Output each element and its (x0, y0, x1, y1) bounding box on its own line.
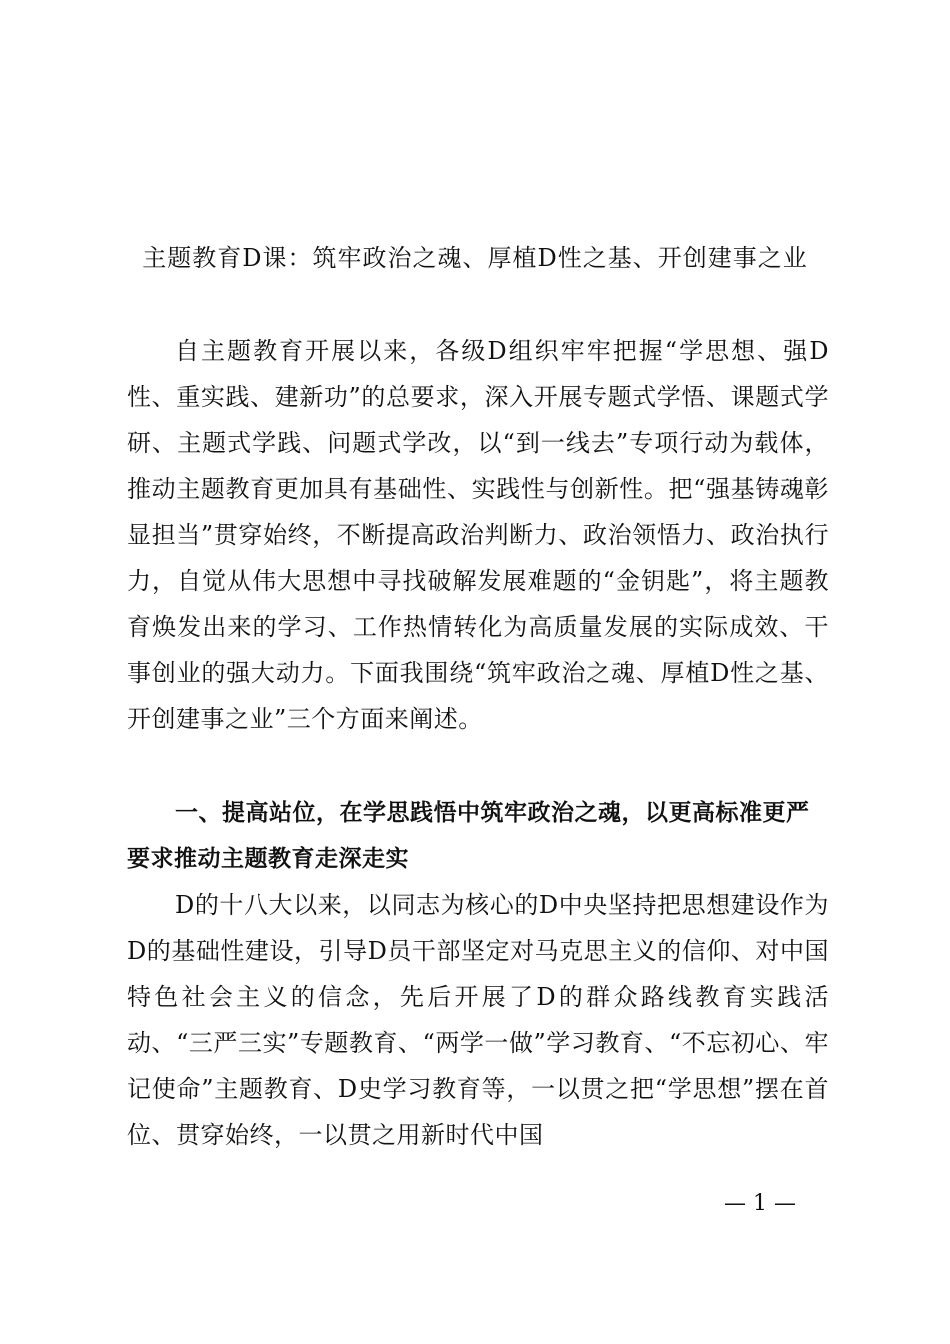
document-title: 主题教育D课：筑牢政治之魂、厚植D性之基、开创建事之业 (142, 244, 808, 272)
paragraph-section-1: D的十八大以来，以同志为核心的D中央坚持把思想建设作为D的基础性建设，引导D员干部坚定对马克思主义的信仰、对中国特色社会主义的信念，先后开展了D的群众路线教育实践活动、“三严三实”专题教育、“两学一做”学习教育、“不忘初心、牢记使命”主题教育、D史学习教育等，一以贯之把“学思想”摆在首位、贯穿始终，一以贯之用新时代中国 (127, 891, 829, 1149)
section-heading-1: 一、提高站位，在学思践悟中筑牢政治之魂，以更高标准更严要求推动主题教育走深走实 (127, 800, 810, 872)
paragraph-intro: 自主题教育开展以来，各级D组织牢牢把握“学思想、强D性、重实践、建新功”的总要求，深入开展专题式学悟、课题式学研、主题式学践、问题式学改，以“到一线去”专项行动为载体，推动主题教育更加具有基础性、实践性与创新性。把“强基铸魂彰显担当”贯穿始终，不断提高政治判断力、政治领悟力、政治执行力，自觉从伟大思想中寻找破解发展难题的“金钥匙”，将主题教育焕发出来的学习、工作热情转化为高质量发展的实际成效、干事创业的强大动力。下面我围绕“筑牢政治之魂、厚植D性之基、开创建事之业”三个方面来阐述。 (127, 337, 829, 733)
page-number: — 1 — (724, 1191, 796, 1216)
